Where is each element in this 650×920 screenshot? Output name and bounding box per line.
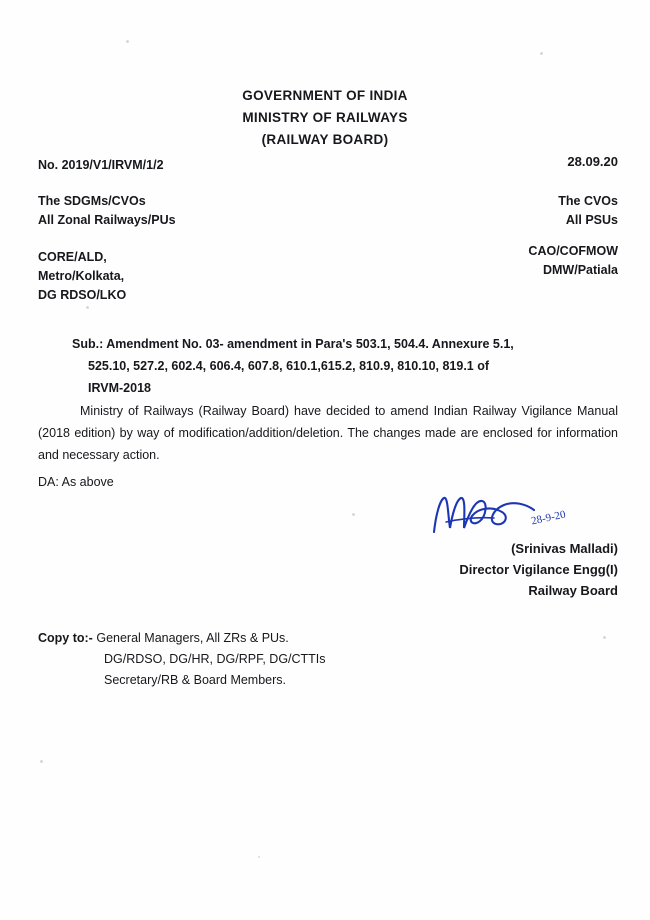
reference-number: No. 2019/V1/IRVM/1/2 (38, 158, 164, 172)
addressee-line: CORE/ALD, (38, 250, 107, 264)
letterhead-line-government: GOVERNMENT OF INDIA (242, 88, 408, 103)
scan-speck (40, 760, 43, 763)
scan-speck (126, 40, 129, 43)
addressee-line: CAO/COFMOW (528, 244, 618, 258)
scan-speck (603, 636, 606, 639)
letterhead-line-ministry: MINISTRY OF RAILWAYS (242, 110, 408, 125)
copy-to-block (38, 628, 326, 691)
addressee-right-block-2 (528, 242, 618, 280)
body-paragraph (38, 400, 618, 466)
copy-to-first-line (38, 628, 326, 649)
copy-to-line-2: DG/RDSO, DG/HR, DG/RPF, DG/CTTIs (104, 652, 326, 666)
signature-stroke-icon (430, 492, 540, 538)
addressee-line: The SDGMs/CVOs (38, 194, 146, 208)
addressee-left-block-1 (38, 192, 176, 230)
signature-block (318, 492, 618, 601)
letterhead (0, 85, 650, 151)
handwritten-signature (318, 492, 618, 538)
scan-speck (86, 306, 89, 309)
addressee-line: Metro/Kolkata, (38, 269, 125, 283)
addressee-right-block-1 (558, 192, 618, 230)
addressee-line: The CVOs (558, 194, 618, 208)
addressee-left-block-2 (38, 248, 126, 305)
signatory-organisation: Railway Board (528, 583, 618, 598)
copy-to-label: Copy to:- (38, 631, 93, 645)
subject-block (72, 333, 617, 399)
copy-to-line-3: Secretary/RB & Board Members. (104, 673, 287, 687)
addressee-line: DG RDSO/LKO (38, 288, 127, 302)
subject-line-2: 525.10, 527.2, 602.4, 606.4, 607.8, 610.1,615.2, 810.9, 810.10, 819.1 of (88, 359, 490, 373)
reference-date: 28.09.20 (567, 154, 618, 169)
signatory-designation: Director Vigilance Engg(I) (459, 562, 618, 577)
letterhead-line-board: (RAILWAY BOARD) (261, 132, 389, 147)
addressee-line: All PSUs (565, 213, 618, 227)
scan-speck (540, 52, 543, 55)
signature-date: 28-9-20 (530, 508, 567, 528)
body-paragraph-text: Ministry of Railways (Railway Board) have decided to amend Indian Railway Vigilance Manual (2018 edition) by way of modification/addition/deletion. The changes made are enclosed for information and necessary action. (38, 404, 618, 462)
addressee-line: All Zonal Railways/PUs (38, 213, 176, 227)
copy-to-line-1: General Managers, All ZRs & PUs. (96, 631, 289, 645)
signatory-name: (Srinivas Malladi) (511, 541, 618, 556)
addressee-line: DMW/Patiala (542, 263, 618, 277)
subject-line-3: IRVM-2018 (88, 381, 151, 395)
subject-line-1: Sub.: Amendment No. 03- amendment in Para's 503.1, 504.4. Annexure 5.1, (72, 337, 514, 351)
enclosure-line: DA: As above (38, 475, 114, 489)
scan-speck (258, 856, 260, 858)
